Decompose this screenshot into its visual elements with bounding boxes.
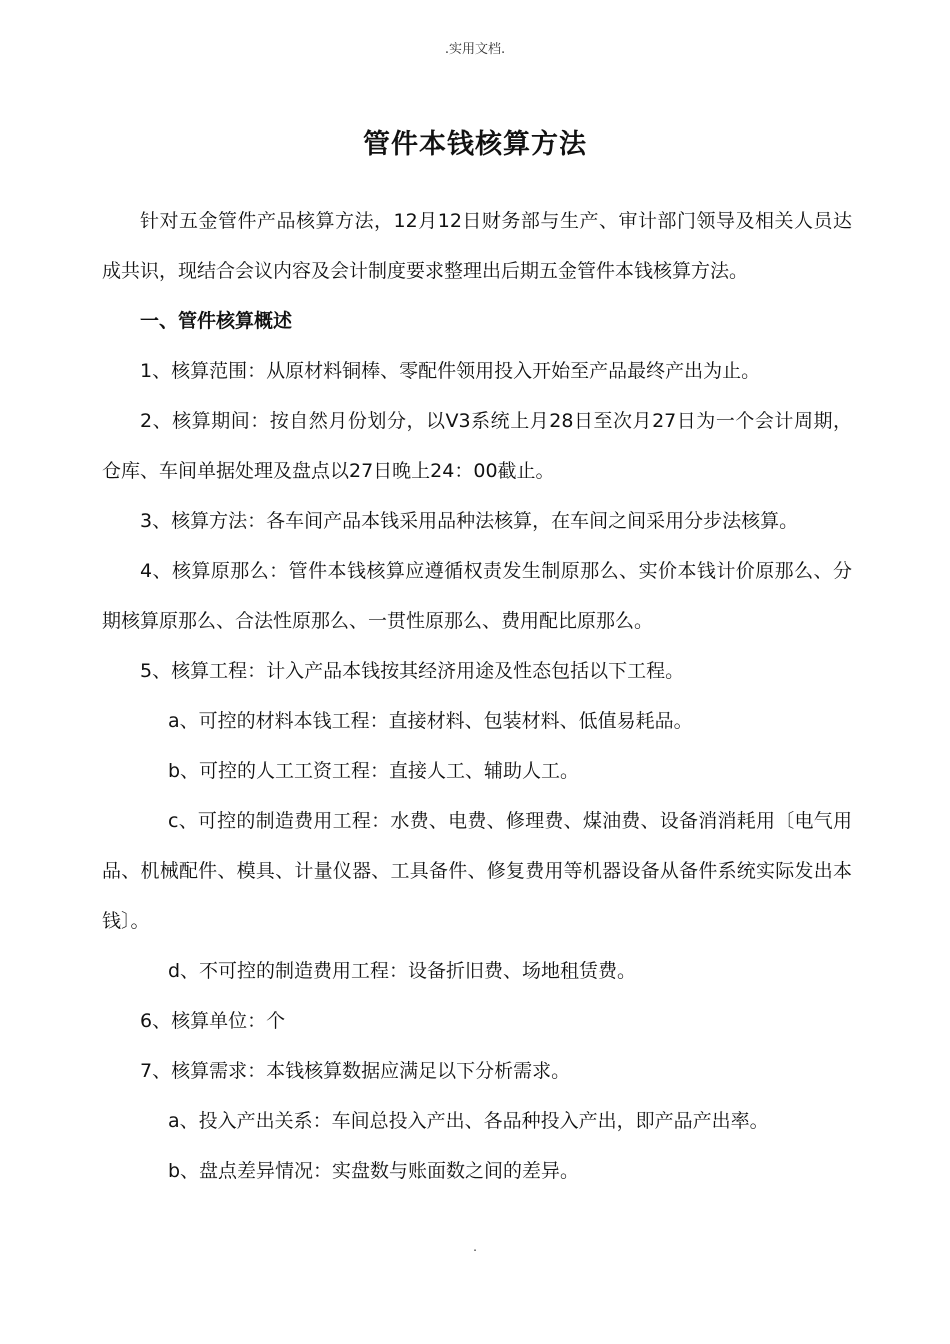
subitem-labor-cost: b、可控的人工工资工程：直接人工、辅助人工。	[168, 760, 580, 782]
document-title: 管件本钱核算方法	[363, 129, 587, 160]
subitem-inventory-difference: b、盘点差异情况：实盘数与账面数之间的差异。	[168, 1160, 580, 1182]
item-method: 3、核算方法：各车间产品本钱采用品种法核算，在车间之间采用分步法核算。	[140, 510, 799, 532]
intro-paragraph: 针对五金管件产品核算方法，12月12日财务部与生产、审计部门领导及相关人员达成共识，现结合会议内容及会计制度要求整理出后期五金管件本钱核算方法。	[102, 210, 852, 282]
page-header: .实用文档.	[444, 42, 506, 57]
page-footer: .	[473, 1240, 477, 1254]
subitem-material-cost: a、可控的材料本钱工程：直接材料、包装材料、低值易耗品。	[168, 710, 693, 732]
item-cost-items: 5、核算工程：计入产品本钱按其经济用途及性态包括以下工程。	[140, 660, 685, 682]
item-principles: 4、核算原那么：管件本钱核算应遵循权责发生制原那么、实价本钱计价原那么、分期核算原那么、合法性原那么、一贯性原那么、费用配比原那么。	[102, 560, 852, 632]
item-requirements: 7、核算需求：本钱核算数据应满足以下分析需求。	[140, 1060, 571, 1082]
document-body	[102, 196, 852, 1196]
subitem-controllable-overhead: c、可控的制造费用工程：水费、电费、修理费、煤油费、设备消消耗用〔电气用品、机械配件、模具、计量仪器、工具备件、修复费用等机器设备从备件系统实际发出本钱〕。	[102, 810, 852, 932]
item-unit: 6、核算单位：个	[140, 1010, 286, 1032]
subitem-uncontrollable-overhead: d、不可控的制造费用工程：设备折旧费、场地租赁费。	[168, 960, 637, 982]
section-heading-overview: 一、管件核算概述	[140, 310, 293, 332]
subitem-input-output: a、投入产出关系：车间总投入产出、各品种投入产出，即产品产出率。	[168, 1110, 769, 1132]
item-scope: 1、核算范围：从原材料铜棒、零配件领用投入开始至产品最终产出为止。	[140, 360, 761, 382]
item-period: 2、核算期间：按自然月份划分，以V3系统上月28日至次月27日为一个会计周期，仓库、车间单据处理及盘点以27日晚上24：00截止。	[102, 410, 852, 482]
